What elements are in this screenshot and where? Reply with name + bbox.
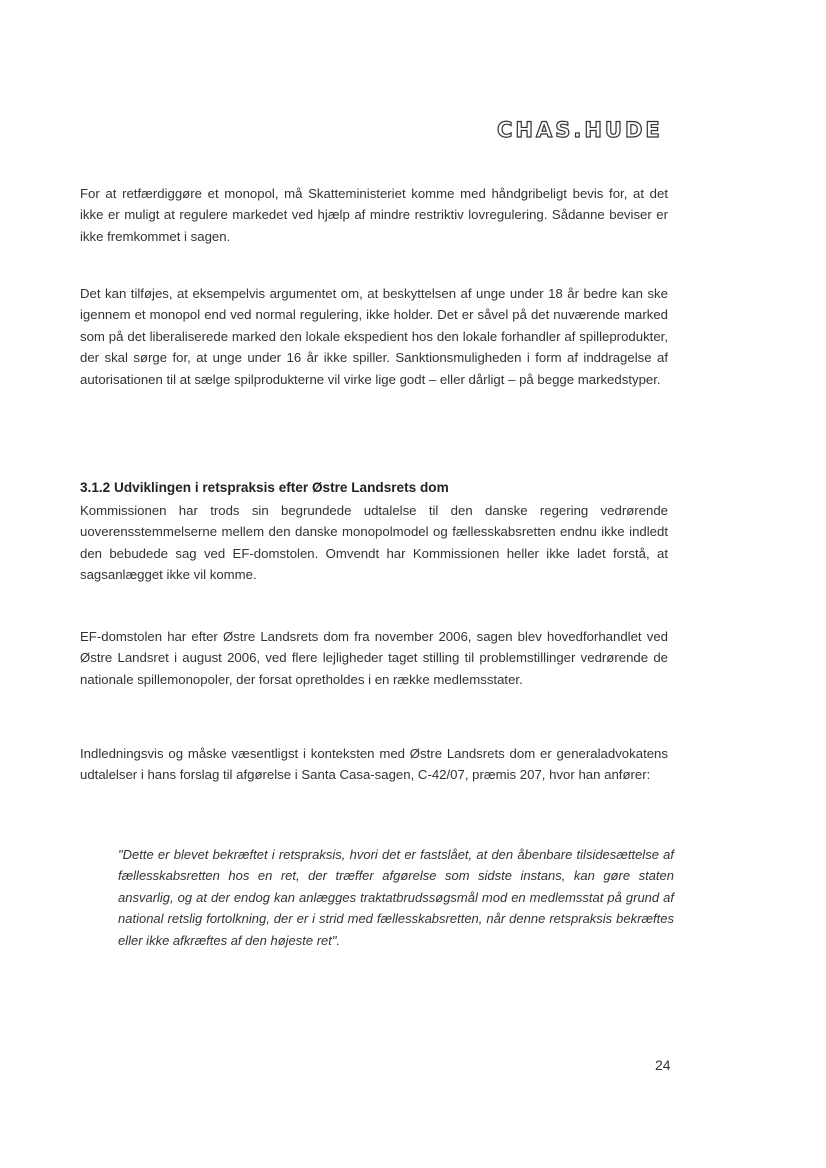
paragraph-monopoly-justification: For at retfærdiggøre et monopol, må Skatteministeriet komme med håndgribeligt bevis for, at det ikke er muligt at regulere markedet ved hjælp af mindre restriktiv lovregulering. Sådanne beviser er ikke fremkommet i sagen. — [80, 186, 668, 244]
paragraph-ef-court: EF-domstolen har efter Østre Landsrets dom fra november 2006, sagen blev hovedforhandlet ved Østre Landsret i august 2006, ved flere lejligheder taget stilling til problemstillinger vedrørende de nationale spillemonopoler, der forsat opretholdes i en række medlemsstater. — [80, 629, 668, 687]
paragraph-youth-protection: Det kan tilføjes, at eksempelvis argumentet om, at beskyttelsen af unge under 18 år bedre kan ske igennem et monopol end ved normal regulering, ikke holder. Det er såvel på det nuværende marked som på det liberaliserede marked den lokale ekspedient hos den lokale forhandler af spilleprodukter, der skal sørge for, at unge under 16 år ikke spiller. Sanktionsmuligheden i form af inddragelse af autorisationen til at sælge spilprodukterne vil virke lige godt – eller dårligt – på begge markedstyper. — [80, 286, 668, 387]
page-number: 24 — [655, 1057, 671, 1073]
section-heading: 3.1.2 Udviklingen i retspraksis efter Østre Landsrets dom — [80, 480, 449, 495]
paragraph-commission: Kommissionen har trods sin begrundede udtalelse til den danske regering vedrørende uoverensstemmelserne mellem den danske monopolmodel og fællesskabsretten endnu ikke indledt den bebudede sag ved EF-domstolen. Omvendt har Kommissionen heller ikke ladet forstå, at sagsanlægget ikke vil komme. — [80, 503, 668, 583]
paragraph-advocate-general: Indledningsvis og måske væsentligst i konteksten med Østre Landsrets dom er generaladvokatens udtalelser i hans forslag til afgørelse i Santa Casa-sagen, C-42/07, præmis 207, hvor han anfører: — [80, 746, 668, 783]
company-logo: CHAS.HUDE — [497, 118, 663, 142]
block-quote: "Dette er blevet bekræftet i retspraksis, hvori det er fastslået, at den åbenbare tilsidesættelse af fællesskabsretten hos en ret, der træffer afgørelse som sidste instans, kan gøre staten ansvarlig, og at der endog kan anlægges traktatbrudssøgsmål mod en medlemsstat på grund af national retslig fortolkning, der er i strid med fællesskabsretten, når denne retspraksis bekræftes eller ikke afkræftes af den højeste ret". — [118, 847, 674, 948]
